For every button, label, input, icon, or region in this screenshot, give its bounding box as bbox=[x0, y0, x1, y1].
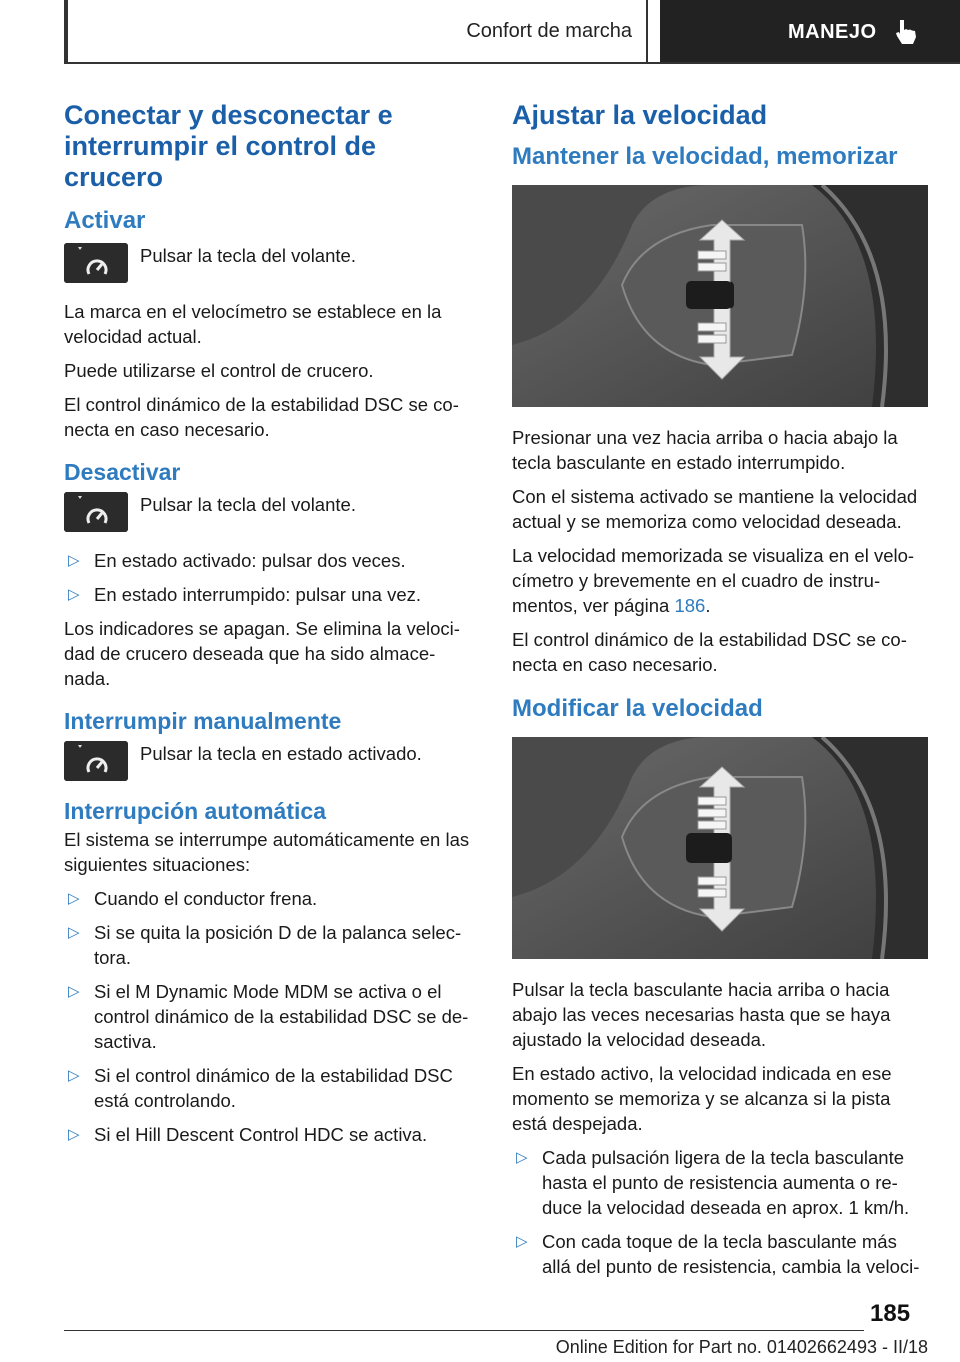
heading-modificar-velocidad: Modificar la velocidad bbox=[512, 695, 763, 722]
key-instruction-activar bbox=[64, 243, 476, 283]
cruise-control-key-icon bbox=[64, 492, 128, 532]
paragraph: El control dinámico de la estabilidad DSC se co‐ necta en caso necesario. bbox=[512, 629, 907, 675]
bullet-list-automatica bbox=[64, 886, 476, 1147]
key-instruction-desactivar bbox=[64, 492, 476, 532]
paragraph: Los indicadores se apagan. Se elimina la veloci‐ dad de crucero deseada que ha sido almace‐ nada. bbox=[64, 618, 460, 689]
triangle-bullet-icon: ▷ bbox=[68, 586, 80, 603]
header-bottom-rule bbox=[64, 62, 960, 64]
list-item: ▷ En estado interrumpido: pulsar una vez. bbox=[68, 584, 422, 605]
list-item: ▷ Si el control dinámico de la estabilidad DSC está controlando. bbox=[68, 1065, 453, 1111]
key-instruction-text: Pulsar la tecla del volante. bbox=[140, 494, 356, 515]
bullet-list-desactivar bbox=[64, 548, 476, 607]
right-column bbox=[512, 100, 928, 1288]
footer-edition-text: Online Edition for Part no. 01402662493 - II/18 bbox=[555, 1337, 928, 1357]
key-instruction-text: Pulsar la tecla en estado activado. bbox=[140, 743, 422, 764]
section-title-cruise-control: Conectar y desconectar e interrumpir el control de crucero bbox=[64, 100, 393, 192]
bullet-list-modificar bbox=[512, 1145, 928, 1279]
heading-interrumpir-manualmente: Interrumpir manualmente bbox=[64, 708, 342, 734]
paragraph: Pulsar la tecla basculante hacia arriba o hacia abajo las veces necesarias hasta que se haya ajustado la velocidad deseada. bbox=[512, 979, 891, 1050]
paragraph: En estado activo, la velocidad indicada en ese momento se memoriza y se alcanza si la pista está despejada. bbox=[512, 1063, 892, 1134]
triangle-bullet-icon: ▷ bbox=[68, 890, 80, 907]
header-chapter-tab[interactable] bbox=[660, 0, 960, 64]
header-chapter-label: MANEJO bbox=[788, 20, 877, 43]
left-column bbox=[64, 100, 476, 1156]
paragraph: El control dinámico de la estabilidad DSC se co‐ necta en caso necesario. bbox=[64, 394, 459, 440]
section-title-adjust-speed: Ajustar la velocidad bbox=[512, 100, 768, 130]
list-item: ▷ Con cada toque de la tecla basculante más allá del punto de resistencia, cambia la veloci‐ bbox=[516, 1231, 920, 1277]
triangle-bullet-icon: ▷ bbox=[68, 924, 80, 941]
list-item: ▷ Si se quita la posición D de la palanca selec‐ tora. bbox=[68, 922, 462, 968]
list-item: ▷ En estado activado: pulsar dos veces. bbox=[68, 550, 406, 571]
paragraph: Con el sistema activado se mantiene la velocidad actual y se memoriza como velocidad deseada. bbox=[512, 486, 918, 532]
cruise-control-key-icon bbox=[64, 243, 128, 283]
paragraph: Puede utilizarse el control de crucero. bbox=[64, 360, 374, 381]
header-section-title: Confort de marcha bbox=[68, 0, 648, 62]
footer-rule bbox=[64, 1330, 864, 1331]
heading-activar: Activar bbox=[64, 207, 146, 234]
triangle-bullet-icon: ▷ bbox=[68, 1126, 80, 1143]
list-item: ▷ Si el Hill Descent Control HDC se activa. bbox=[68, 1124, 428, 1145]
key-instruction-text: Pulsar la tecla del volante. bbox=[140, 245, 356, 266]
triangle-bullet-icon: ▷ bbox=[516, 1149, 528, 1166]
cruise-control-key-icon bbox=[64, 741, 128, 781]
paragraph: Presionar una vez hacia arriba o hacia abajo la tecla basculante en estado interrumpido. bbox=[512, 427, 898, 473]
paragraph: La velocidad memorizada se visualiza en el velo‐ címetro y brevemente en el cuadro de instru‐ mentos, ver página 186. bbox=[512, 545, 915, 616]
list-item: ▷ Cuando el conductor frena. bbox=[68, 888, 318, 909]
triangle-bullet-icon: ▷ bbox=[68, 552, 80, 569]
triangle-bullet-icon: ▷ bbox=[516, 1233, 528, 1250]
list-item: ▷ Si el M Dynamic Mode MDM se activa o el control dinámico de la estabilidad DSC se de‐ sactiva. bbox=[68, 981, 469, 1052]
page-number: 185 bbox=[870, 1300, 911, 1327]
list-item: ▷ Cada pulsación ligera de la tecla basculante hasta el punto de resistencia aumenta o re‐ duce la velocidad deseada en aprox. 1 km/h. bbox=[516, 1147, 910, 1218]
steering-wheel-rocker-image bbox=[512, 185, 928, 407]
heading-desactivar: Desactivar bbox=[64, 459, 181, 485]
hand-pointer-icon bbox=[891, 17, 921, 47]
heading-mantener-velocidad: Mantener la velocidad, memorizar bbox=[512, 143, 898, 170]
paragraph: La marca en el velocímetro se establece en la velocidad actual. bbox=[64, 301, 442, 347]
paragraph: El sistema se interrumpe automáticamente en las siguientes situaciones: bbox=[64, 829, 470, 875]
key-instruction-interrumpir bbox=[64, 741, 476, 781]
triangle-bullet-icon: ▷ bbox=[68, 983, 80, 1000]
page-reference-link[interactable]: 186 bbox=[674, 595, 706, 616]
triangle-bullet-icon: ▷ bbox=[68, 1067, 80, 1084]
heading-interrupcion-automatica: Interrupción automática bbox=[64, 798, 326, 824]
steering-wheel-rocker-image bbox=[512, 737, 928, 959]
